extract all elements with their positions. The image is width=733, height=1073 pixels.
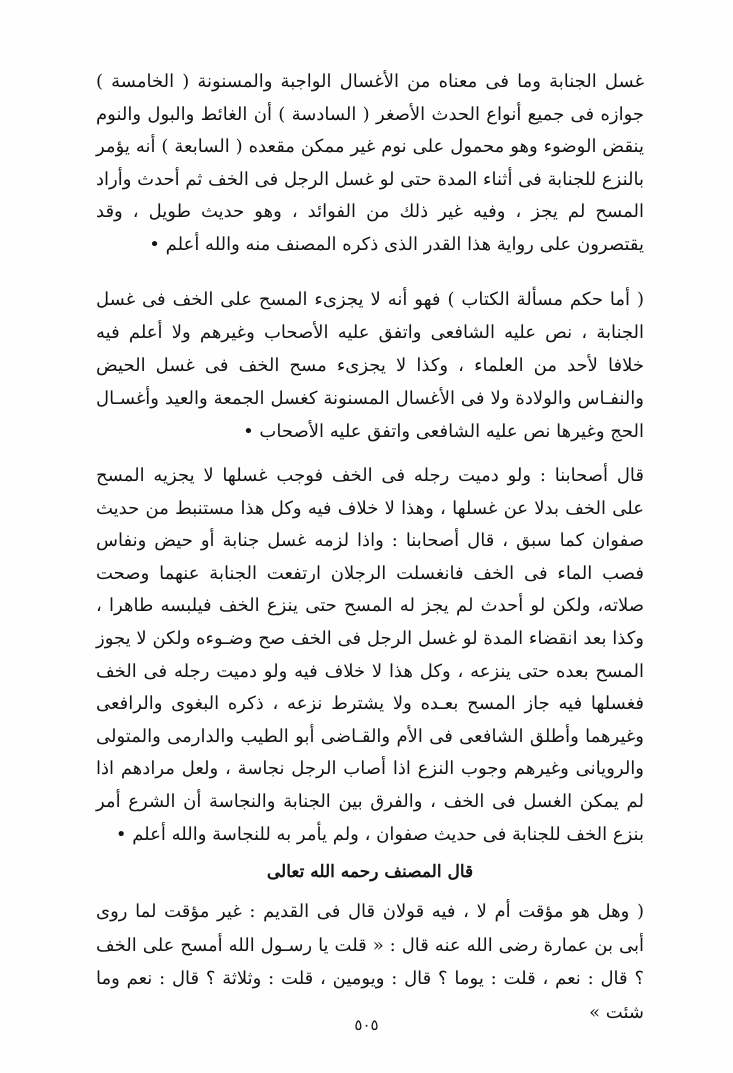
author-quote: ( وهل هو مؤقت أم لا ، فيه قولان قال فى القديم : غير مؤقت لما روى أبى بن عمارة رضى الله عنه قال : « قلت يا رسـول الله أمسح على الخف ؟ قال : نعم ، قلت : يوما ؟ قال : ويومين ، قلت : وثلاثة ؟ قال : نعم وما شئت » [96, 901, 644, 1023]
page-number: ٥٠٥ [354, 1016, 379, 1034]
paragraph-1: غسل الجنابة وما فى معناه من الأغسال الواجبة والمسنونة ( الخامسة ) جوازه فى جميع أنواع الحدث الأصغر ( السادسة ) أن الغائط والبول والنوم ينقض الوضوء وهو محمول على نوم غير ممكن مقعده ( السابعة ) أنه يؤمر بالنزع للجنابة فى أثناء المدة حتى لو غسل الرجل فى الخف ثم أحدث وأراد المسح لم يجز ، وفيه غير ذلك من الفوائد ، وهو حديث طويل ، وقد يقتصرون على رواية هذا القدر الذى ذكره المصنف منه والله أعلم • [96, 71, 644, 255]
paragraph-3: قال أصحابنا : ولو دميت رجله فى الخف فوجب غسلها لا يجزيه المسح على الخف بدلا عن غسلها ، وهذا لا خلاف فيه وكل هذا مستنبط من حديث صفوان كما سبق ، قال أصحابنا : واذا لزمه غسل جنابة أو حيض ونفاس فصب الماء فى الخف فانغسلت الرجلان ارتفعت الجنابة عنهما وصحت صلاته، ولكن لو أحدث لم يجز له المسح حتى ينزع الخف فيلبسه طاهرا ، وكذا بعد انقضاء المدة لو غسل الرجل فى الخف صح وضـوءه ولكن لا يجوز المسح بعده حتى ينزعه ، وكل هذا لا خلاف فيه ولو دميت رجله فى الخف فغسلها فيه جاز المسح بعـده ولا يشترط نزعه ، ذكره البغوى والرافعى وغيرهما وأطلق الشافعى فى الأم والقـاضى أبو الطيب والدارمى والمتولى والرويانى وغيرهم وجوب النزع اذا أصاب الرجل نجاسة ، ولعل مرادهم اذا لم يمكن الغسل فى الخف ، والفرق بين الجنابة والنجاسة أن الشرع أمر بنزع الخف للجنابة فى حديث صفوان ، ولم يأمر به للنجاسة والله أعلم • [96, 465, 644, 845]
paragraph-2: ( أما حكم مسألة الكتاب ) فهو أنه لا يجزىء المسح على الخف فى غسل الجنابة ، نص عليه الشافعى واتفق عليه الأصحاب وغيرهم ولا أعلم فيه خلافا لأحد من العلماء ، وكذا لا يجزىء مسح الخف فى غسل الحيض والنفـاس والولادة ولا فى الأغسال المسنونة كغسل الجمعة والعيد وأغسـال الحج وغيرها نص عليه الشافعى واتفق عليه الأصحاب • [96, 289, 644, 442]
section-heading: قال المصنف رحمه الله تعالى [266, 862, 474, 882]
